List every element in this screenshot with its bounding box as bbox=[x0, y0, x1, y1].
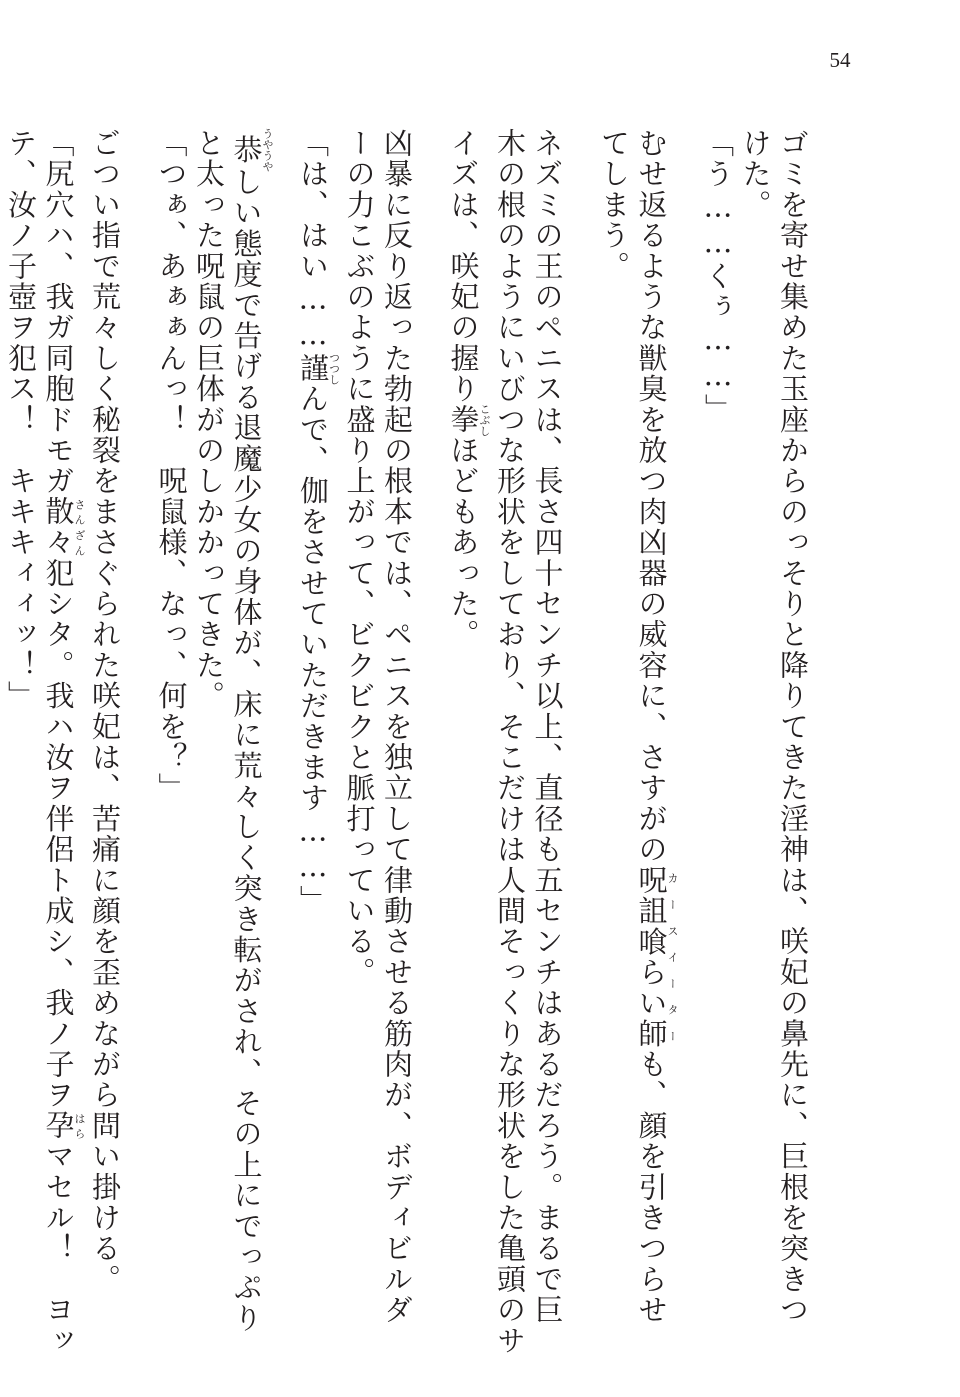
body-text bbox=[4, 128, 840, 1357]
furigana-womb: 孕はら bbox=[41, 1110, 86, 1142]
text-line: 「は、はい……謹つつしんで、伽をさせていただきます……」 bbox=[296, 128, 341, 916]
page-number: 54 bbox=[829, 48, 851, 72]
text-line: 「つぁ、あぁぁんっ！ 呪鼠様、なっ、何を？」 bbox=[154, 128, 189, 804]
furigana-humbly: 謹つつし bbox=[296, 351, 341, 385]
furigana-respectful: 恭うやうや bbox=[229, 128, 274, 172]
text-line: テ、汝ノ子壺ヲ犯ス！ キキキィィッ！」 bbox=[4, 128, 38, 712]
text-line: 「尻穴ハ、我ガ同胞ドモガ散々さんざん犯シタ。我ハ汝ヲ伴侶ト成シ、我ノ子ヲ孕はらマセル！ ヨッ bbox=[41, 128, 86, 1357]
text-line: 「う……くぅ……」 bbox=[701, 128, 735, 425]
text-line: 凶暴に反り返った勃起の根本では、ペニスを独立して律動させる筋肉が、ボディビルダ bbox=[380, 128, 414, 1326]
furigana-reading: カースイーター bbox=[666, 864, 679, 1050]
text-line: むせ返るような獣臭を放つ肉凶器の威容に、さすがの呪詛喰らい師カースイーターも、顔を引きつらせ bbox=[634, 128, 679, 1326]
furigana-repeatedly: 散々さんざん bbox=[41, 496, 86, 558]
text-line: ネズミの王のペニスは、長さ四十センチ以上、直径も五センチはあるだろう。まるで巨 bbox=[530, 128, 565, 1326]
text-line: てしまう。 bbox=[597, 128, 631, 282]
furigana-reading: はら bbox=[73, 1110, 86, 1142]
furigana-reading: うやうや bbox=[261, 128, 274, 172]
furigana-reading: つつし bbox=[327, 351, 341, 385]
furigana-curse-eater: 呪詛喰らい師カースイーター bbox=[634, 864, 679, 1050]
text-line: ごつい指で荒々しく秘裂をまさぐられた咲妃は、苦痛に顔を歪めながら問い掛ける。 bbox=[88, 128, 122, 1295]
furigana-reading: こぶし bbox=[478, 403, 491, 437]
text-line: ーの力こぶのように盛り上がって、ビクビクと脈打っている。 bbox=[342, 128, 377, 988]
text-line: 恭うやうやしい態度で告げる退魔少女の身体が、床に荒々しく突き転がされ、その上にでっぷり bbox=[229, 128, 274, 1334]
text-line: ゴミを寄せ集めた玉座からのっそりと降りてきた淫神は、咲妃の鼻先に、巨根を突きつ bbox=[776, 128, 810, 1326]
text-line bbox=[0, 128, 2, 1253]
furigana-fist: 拳こぶし bbox=[446, 403, 491, 437]
text-line: イズは、咲妃の握り拳こぶしほどもあった。 bbox=[446, 128, 491, 650]
text-line: 木の根のようにいびつな形状をしており、そこだけは人間そっくりな形状をした亀頭のサ bbox=[493, 128, 527, 1356]
text-line: と太った呪鼠の巨体がのしかかってきた。 bbox=[192, 128, 226, 712]
text-line: けた。 bbox=[738, 128, 773, 221]
furigana-reading: さんざん bbox=[73, 496, 86, 558]
